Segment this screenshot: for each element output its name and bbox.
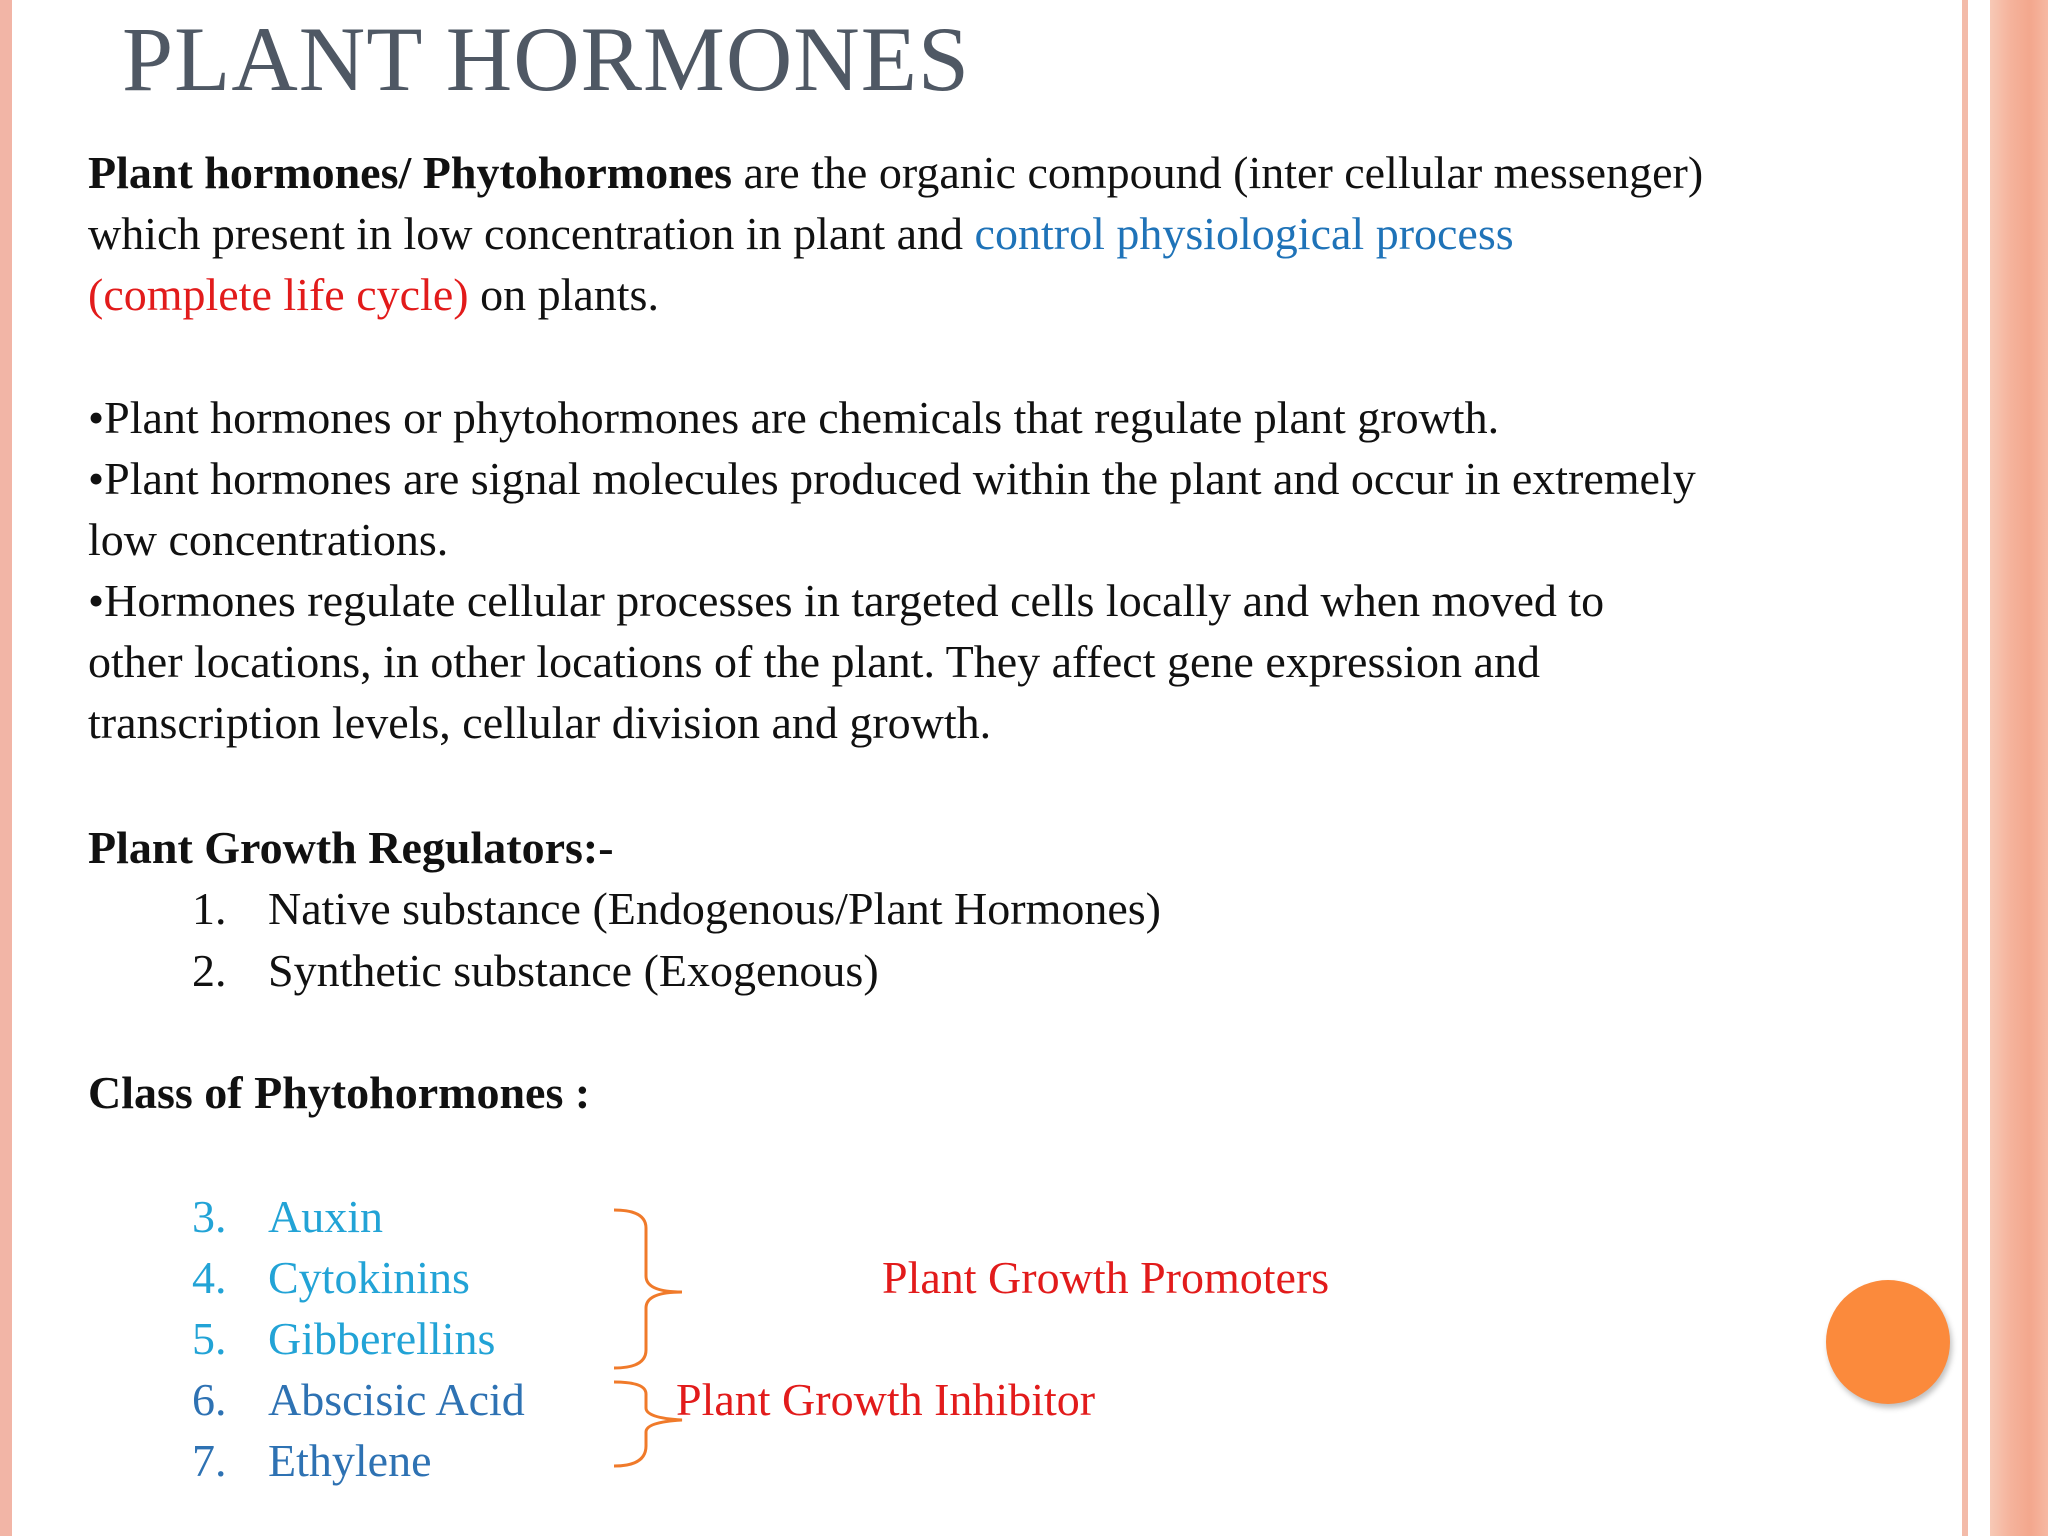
accent-circle-decoration [1826,1280,1950,1404]
regulator-number-2: 2. [192,945,227,996]
regulator-item-2: Synthetic substance (Exogenous) [268,945,879,996]
definition-text-1: are the organic compound (inter cellular messenger) [732,147,1704,198]
bullet-1-line-1: Plant hormones or phytohormones are chemicals that regulate plant growth. [104,392,1500,443]
bullet-mark: • [88,453,105,504]
definition-text-2: which present in low concentration in plant and [88,208,975,259]
left-border-decoration [0,0,12,1536]
bullet-3-line-3: transcription levels, cellular division and growth. [88,697,992,748]
class-number-3: 3. [192,1191,227,1242]
bullet-mark: • [88,392,105,443]
bullet-3-line-1: Hormones regulate cellular processes in targeted cells locally and when moved to [104,575,1605,626]
right-border-thin-decoration [1962,0,1968,1536]
bullet-1 [88,387,1499,448]
class-number-4: 4. [192,1252,227,1303]
classes-heading: Class of Phytohormones : [88,1067,591,1118]
bullet-3 [88,570,1604,631]
definition-line-3 [88,264,659,325]
definition-line-1 [88,142,1703,203]
grouping-brackets [600,1190,690,1480]
class-item-ethylene: Ethylene [268,1435,432,1486]
definition-line-2 [88,203,1514,264]
bullet-2-line-1: Plant hormones are signal molecules produced within the plant and occur in extremely [104,453,1696,504]
class-item-cytokinins: Cytokinins [268,1252,470,1303]
regulators-heading: Plant Growth Regulators:- [88,822,614,873]
class-item-abscisic-acid: Abscisic Acid [268,1374,525,1425]
inhibitor-bracket-icon [614,1382,682,1466]
class-item-gibberellins: Gibberellins [268,1313,496,1364]
class-number-6: 6. [192,1374,227,1425]
regulator-item-1: Native substance (Endogenous/Plant Hormones) [268,883,1161,934]
promoters-bracket-icon [614,1210,682,1368]
definition-highlight-red: (complete life cycle) [88,269,469,320]
definition-term: Plant hormones/ Phytohormones [88,147,732,198]
inhibitor-label: Plant Growth Inhibitor [676,1374,1096,1425]
regulator-number-1: 1. [192,883,227,934]
bullet-2 [88,448,1696,509]
definition-text-3: on plants. [468,269,659,320]
class-item-auxin: Auxin [268,1191,383,1242]
right-border-thick-decoration [1990,0,2048,1536]
bullet-mark: • [88,575,105,626]
bullet-3-line-2: other locations, in other locations of the plant. They affect gene expression and [88,636,1540,687]
class-number-5: 5. [192,1313,227,1364]
definition-highlight-blue: control physiological process [974,208,1514,259]
class-number-7: 7. [192,1435,227,1486]
bullet-2-line-2: low concentrations. [88,514,449,565]
promoters-label: Plant Growth Promoters [882,1252,1330,1303]
slide-title: PLANT HORMONES [122,8,971,110]
